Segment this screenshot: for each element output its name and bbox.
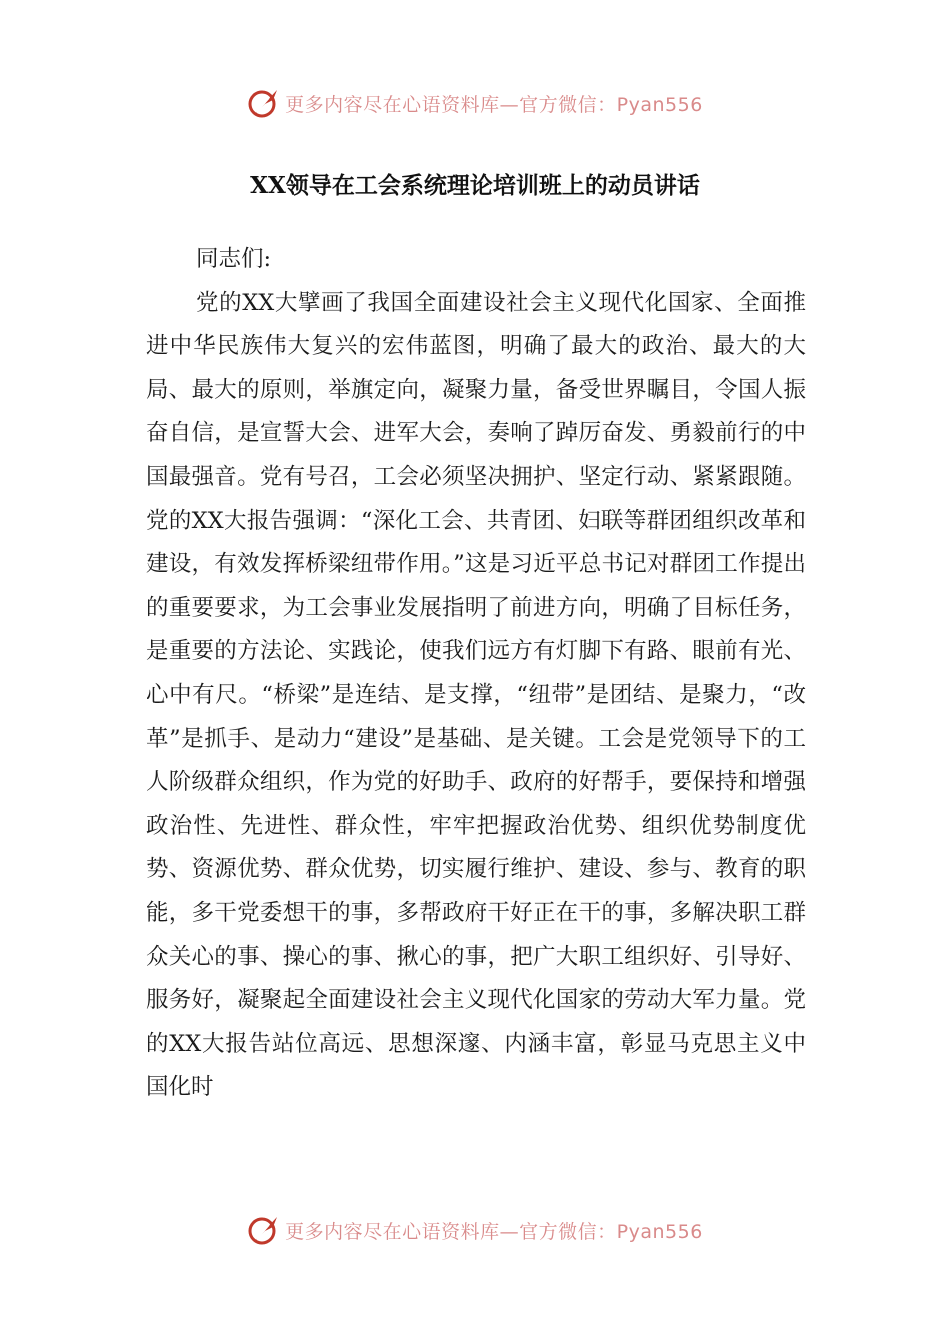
salutation: 同志们: <box>196 246 272 272</box>
banner-text: 更多内容尽在心语资料库—官方微信：Pyan556 <box>285 93 703 116</box>
banner-text: 更多内容尽在心语资料库—官方微信：Pyan556 <box>285 1220 703 1243</box>
quill-logo-icon <box>247 1213 281 1247</box>
body-paragraph: 党的XX大擘画了我国全面建设社会主义现代化国家、全面推进中华民族伟大复兴的宏伟蓝图，明确了最大的政治、最大的大局、最大的原则，举旗定向，凝聚力量，备受世界瞩目，令国人振奋自信，是宣誓大会、进军大会，奏响了踔厉奋发、勇毅前行的中国最强音。党有号召，工会必须坚决拥护、坚定行动、紧紧跟随。党的XX大报告强调：“深化工会、共青团、妇联等群团组织改革和建设，有效发挥桥梁纽带作用。”这是习近平总书记对群团工作提出的重要要求，为工会事业发展指明了前进方向，明确了目标任务，是重要的方法论、实践论，使我们远方有灯脚下有路、眼前有光、心中有尺。“桥梁”是连结、是支撑，“纽带”是团结、是聚力，“改革”是抓手、是动力“建设”是基础、是关键。工会是党领导下的工人阶级群众组织，作为党的好助手、政府的好帮手，要保持和增强政治性、先进性、群众性，牢牢把握政治优势、组织优势制度优势、资源优势、群众优势，切实履行维护、建设、参与、教育的职能，多干党委想干的事，多帮政府干好正在干的事，多解决职工群众关心的事、操心的事、揪心的事，把广大职工组织好、引导好、服务好，凝聚起全面建设社会主义现代化国家的劳动大军力量。党的XX大报告站位高远、思想深邃、内涵丰富，彰显马克思主义中国化时 <box>146 289 806 1101</box>
document-body <box>146 238 806 1110</box>
footer-banner <box>0 1208 950 1252</box>
document-title: XX领导在工会系统理论培训班上的动员讲话 <box>250 172 700 199</box>
quill-logo-icon <box>247 86 281 120</box>
header-banner <box>0 81 950 125</box>
